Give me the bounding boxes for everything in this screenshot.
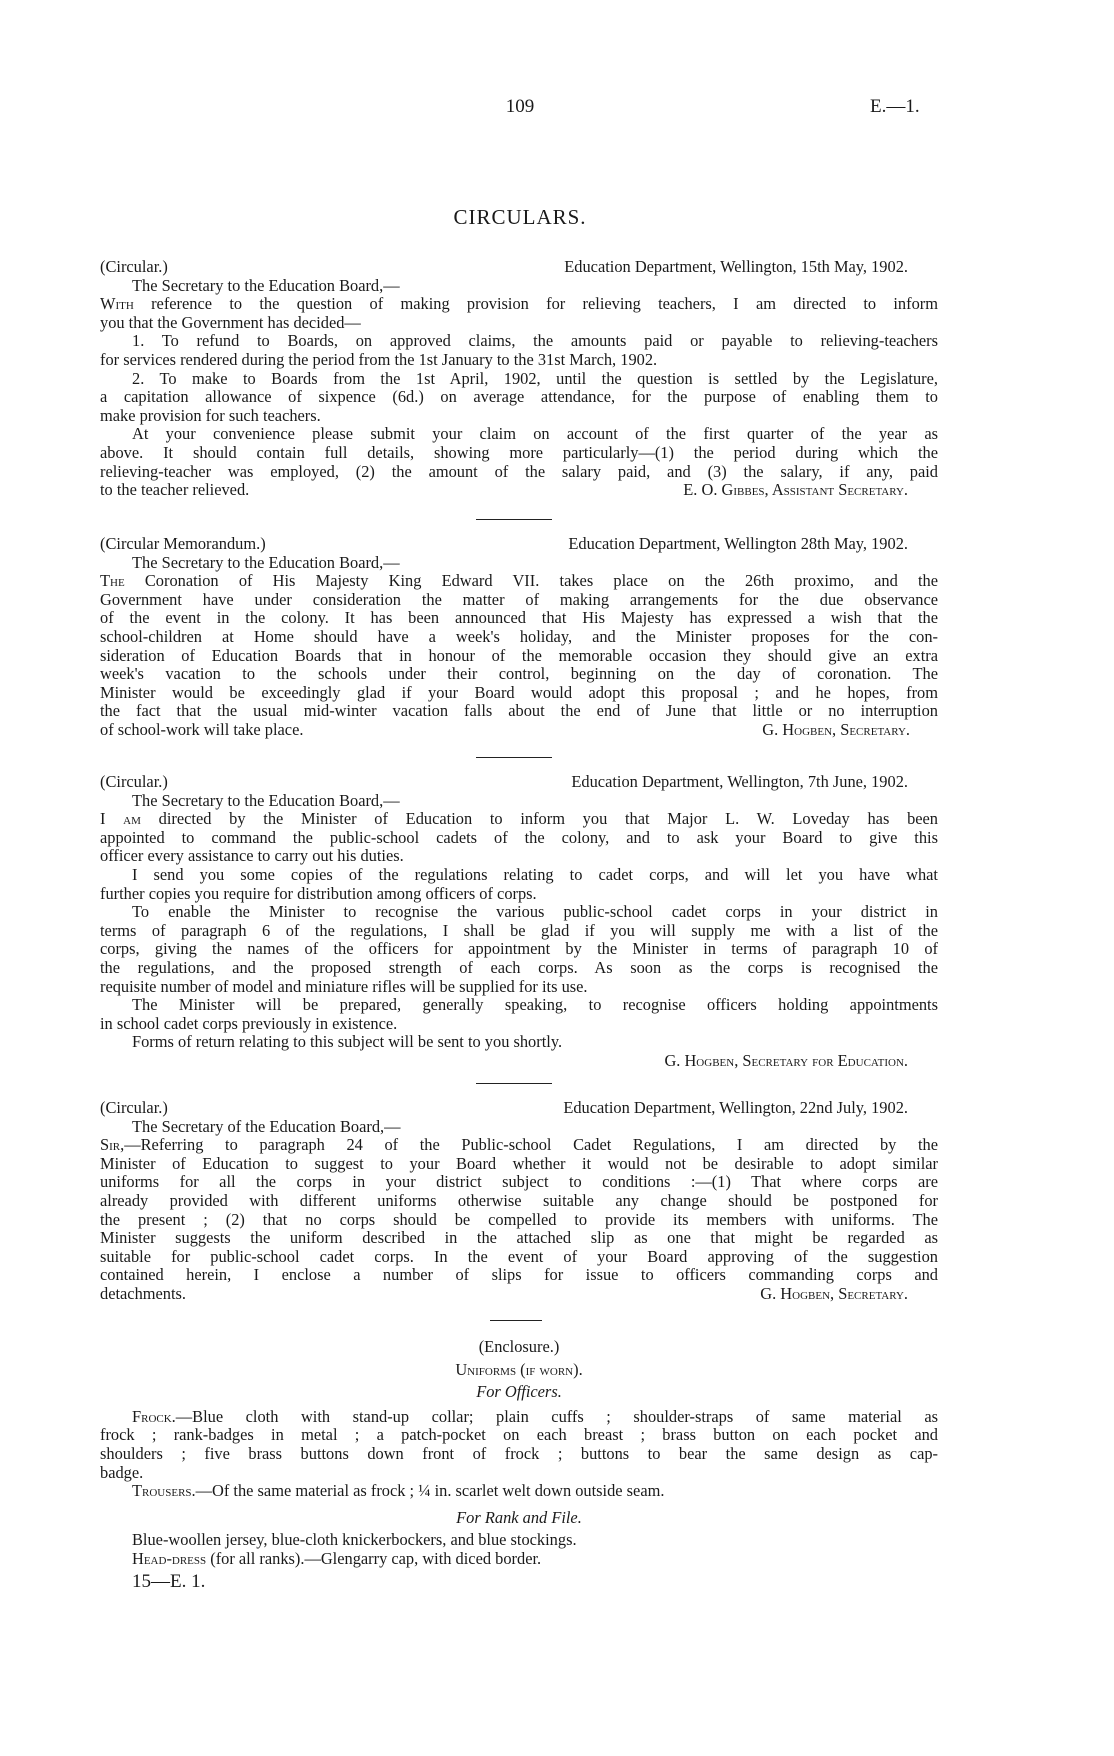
circular-4-label: (Circular.) — [100, 1098, 168, 1117]
circular-1-line: relieving-teacher was employed, (2) the amount of the salary paid, and (3) the salary, if any, paid — [100, 461, 938, 481]
circular-4-lead: Sir, — [100, 1135, 125, 1155]
circular-2-line: of the event in the colony. It has been announced that His Majesty has expressed a wish that the — [100, 608, 938, 628]
circular-4-closing: detachments. G. Hogben, Secretary. — [100, 1285, 938, 1304]
circular-3-label: (Circular.) — [100, 772, 168, 791]
circular-1-header — [100, 258, 938, 277]
circular-3-line: requisite number of model and miniature rifles will be supplied for its use. — [100, 976, 588, 996]
circular-1-line: 2. To make to Boards from the 1st April, 1902, until the question is settled by the Legislature, — [132, 368, 938, 388]
circular-1-line: you that the Government has decided— — [100, 312, 361, 332]
circular-1-line: make provision for such teachers. — [100, 405, 321, 425]
circular-4-line: suitable for public-school cadet corps. In the event of your Board approving of the suggestion — [100, 1246, 938, 1266]
circular-3-header — [100, 773, 938, 792]
circular-1-salutation: The Secretary to the Education Board,— — [132, 275, 400, 295]
circular-2-line: sideration of Education Boards that in honour of the memorable occasion they should give an extra — [100, 645, 938, 665]
circular-4-line: already provided with different uniforms otherwise suitable any change should be postponed for — [100, 1190, 938, 1210]
circular-2-line: The Coronation of His Majesty King Edward VII. takes place on the 26th proximo, and the — [100, 571, 938, 591]
circular-3-line: officer every assistance to carry out his duties. — [100, 846, 404, 866]
enclosure — [100, 1338, 938, 1593]
rank-heading: For Rank and File. — [456, 1507, 582, 1527]
circular-4-header — [100, 1099, 938, 1118]
circular-2-line: Minister would be exceedingly glad if your Board would adopt this proposal ; and he hopes, from — [100, 682, 938, 702]
rank-line: Blue-woollen jersey, blue-cloth knickerbockers, and blue stockings. — [132, 1530, 577, 1550]
trousers-lead: Trousers. — [132, 1481, 196, 1501]
circular-1-lead: With — [100, 294, 134, 314]
circular-1-line: a capitation allowance of sixpence (6d.) on average attendance, for the purpose of enabling them to — [100, 387, 938, 407]
circular-1-line: With reference to the question of making provision for relieving teachers, I am directed to inform — [100, 294, 938, 314]
signature-mark: 15—E. 1. — [132, 1570, 206, 1592]
circular-2-header — [100, 535, 938, 554]
circular-4-salutation: The Secretary of the Education Board,— — [132, 1116, 401, 1136]
circular-2-line: Government have under consideration the matter of making arrangements for the due observance — [100, 589, 938, 609]
frock-line: badge. — [100, 1462, 144, 1482]
section-divider — [490, 1320, 542, 1321]
circular-2-closing: of school-work will take place. G. Hogben, Secretary. — [100, 721, 938, 740]
circular-2-label: (Circular Memorandum.) — [100, 534, 266, 553]
page-number: 109 — [505, 96, 535, 117]
circular-4 — [100, 1099, 938, 1304]
circular-3-line: To enable the Minister to recognise the various public-school cadet corps in your district in — [132, 902, 938, 922]
circular-3-line: I send you some copies of the regulations relating to cadet corps, and will let you have what — [132, 864, 938, 884]
circular-1-closing: to the teacher relieved. E. O. Gibbes, Assistant Secretary. — [100, 481, 938, 500]
circular-1-signature: E. O. Gibbes, Assistant Secretary. — [683, 480, 908, 500]
circular-3-line: corps, giving the names of the officers for appointment by the Minister in terms of paragraph 10 of — [100, 939, 938, 959]
enclosure-heading: (Enclosure.) — [478, 1337, 560, 1356]
circular-1 — [100, 258, 938, 500]
circular-2-line: school-children at Home should have a week's holiday, and the Minister proposes for the con- — [100, 626, 938, 646]
frock-lead: Frock. — [132, 1406, 176, 1426]
circular-4-line: Minister suggests the uniform described in the attached slip as one that might be regarded as — [100, 1228, 938, 1248]
circular-2-signature: G. Hogben, Secretary. — [762, 719, 910, 739]
circular-3-line: terms of paragraph 6 of the regulations, I shall be glad if you will supply me with a list of the — [100, 920, 938, 940]
circular-2 — [100, 535, 938, 740]
circular-4-dateline: Education Department, Wellington, 22nd July, 1902. — [563, 1098, 908, 1117]
circular-1-label: (Circular.) — [100, 257, 168, 276]
head-dress-line: Head-dress (for all ranks).—Glengarry cap, with diced border. — [132, 1548, 542, 1568]
circular-3-dateline: Education Department, Wellington, 7th June, 1902. — [571, 772, 908, 791]
circular-3-lead: I am — [100, 809, 141, 829]
circular-4-signature: G. Hogben, Secretary. — [760, 1283, 908, 1303]
circular-4-line: Sir,—Referring to paragraph 24 of the Public-school Cadet Regulations, I am directed by the — [100, 1135, 938, 1155]
document-reference: E.—1. — [870, 96, 920, 117]
circular-2-line: week's vacation to the schools under their control, beginning on the day of coronation. The — [100, 664, 938, 684]
circular-3-line: appointed to command the public-school cadets of the colony, and to ask your Board to give this — [100, 827, 938, 847]
circular-1-line: above. It should contain full details, showing more particularly—(1) the period during which the — [100, 442, 938, 462]
officers-heading: For Officers. — [476, 1382, 562, 1402]
frock-line: frock ; rank-badges in metal ; a patch-pocket on each breast ; brass button on each pocket and — [100, 1425, 938, 1445]
section-divider — [476, 757, 552, 758]
page-title: CIRCULARS. — [453, 205, 587, 229]
circular-3-line: Forms of return relating to this subject will be sent to you shortly. — [132, 1032, 563, 1052]
circular-3 — [100, 773, 938, 1071]
circular-2-dateline: Education Department, Wellington 28th May, 1902. — [568, 534, 908, 553]
circular-3-line: in school cadet corps previously in existence. — [100, 1013, 398, 1033]
circular-1-dateline: Education Department, Wellington, 15th May, 1902. — [564, 257, 908, 276]
circular-2-line: the fact that the usual mid-winter vacation falls about the end of June that little or no interruption — [100, 701, 938, 721]
circular-3-salutation: The Secretary to the Education Board,— — [132, 790, 400, 810]
circular-3-line: The Minister will be prepared, generally speaking, to recognise officers holding appointments — [132, 995, 938, 1015]
circular-1-line: At your convenience please submit your claim on account of the first quarter of the year as — [132, 424, 938, 444]
circular-3-line: I am directed by the Minister of Education to inform you that Major L. W. Loveday has been — [100, 809, 939, 829]
circular-4-line: the present ; (2) that no corps should be compelled to provide its members with uniforms. The — [100, 1209, 938, 1229]
section-divider — [476, 519, 552, 520]
circular-3-line: the regulations, and the proposed strength of each corps. As soon as the corps is recognised the — [100, 957, 938, 977]
trousers-line: Trousers.—Of the same material as frock ; ¼ in. scarlet welt down outside seam. — [132, 1481, 665, 1501]
circular-3-line: further copies you require for distribution among officers of corps. — [100, 883, 537, 903]
circular-2-lead: The — [100, 571, 125, 591]
circular-2-salutation: The Secretary to the Education Board,— — [132, 552, 400, 572]
circular-1-line: for services rendered during the period from the 1st January to the 31st March, 1902. — [100, 349, 658, 369]
circular-4-line: Minister of Education to suggest to your Board whether it would not be desirable to adopt similar — [100, 1153, 938, 1173]
head-dress-lead: Head-dress — [132, 1548, 207, 1568]
enclosure-subheading: Uniforms (if worn). — [455, 1359, 583, 1379]
section-divider — [476, 1083, 552, 1084]
frock-line: shoulders ; five brass buttons down front of frock ; buttons to bear the same design as cap- — [100, 1443, 938, 1463]
circular-1-line: 1. To refund to Boards, on approved claims, the amounts paid or payable to relieving-teachers — [132, 331, 938, 351]
circular-4-line: contained herein, I enclose a number of slips for issue to officers commanding corps and — [100, 1265, 938, 1285]
frock-line: Frock.—Blue cloth with stand-up collar; plain cuffs ; shoulder-straps of same material as — [132, 1406, 938, 1426]
circular-4-line: uniforms for all the corps in your district subject to conditions :—(1) That where corps are — [100, 1172, 938, 1192]
circular-3-signature: G. Hogben, Secretary for Education. — [664, 1050, 908, 1070]
